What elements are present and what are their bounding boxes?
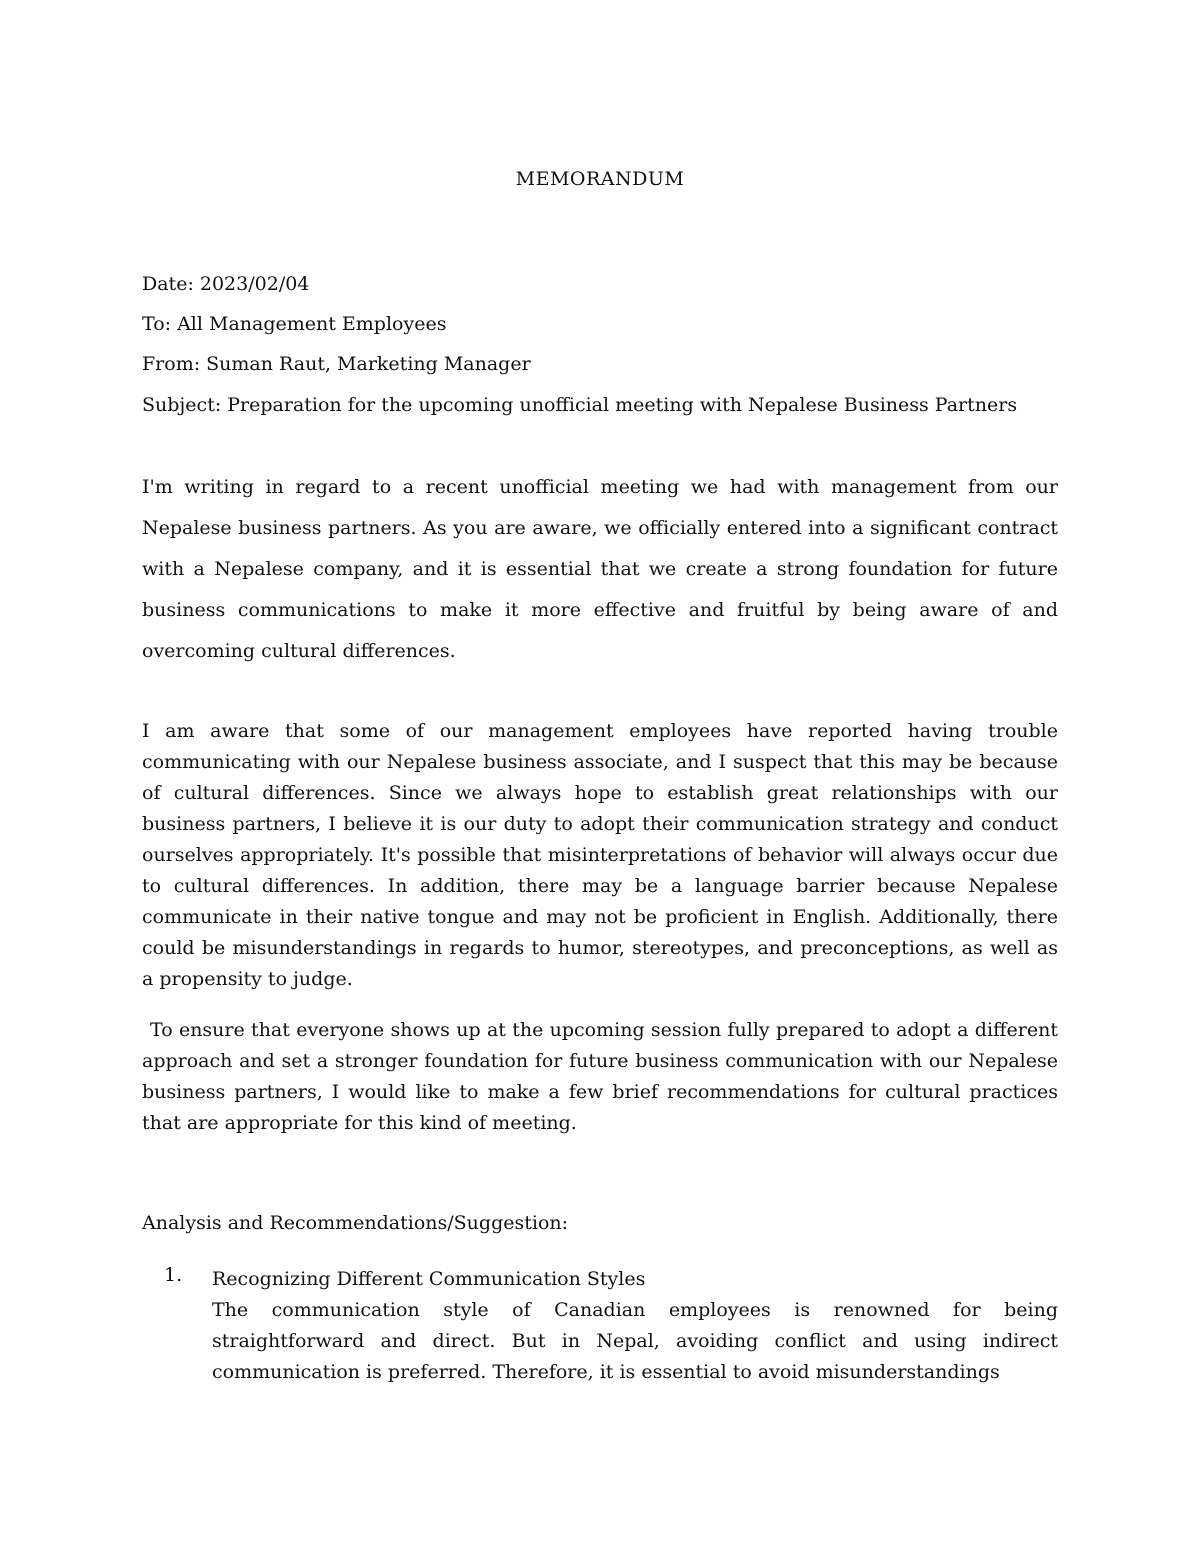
body-paragraph-2: I am aware that some of our management employees have reported having trouble communicating with our Nepalese business associate, and I suspect that this may be because of cultural differences. Since we always hope to establish great relationships with our business partners, I believe it is our duty to adopt their communication strategy and conduct ourselves appropriately. It's possible that misinterpretations of behavior will always occur due to cultural differences. In addition, there may be a language barrier because Nepalese communicate in their native tongue and may not be proficient in English. Additionally, there could be misunderstandings in regards to humor, stereotypes, and preconceptions, as well as a propensity to judge. xyxy=(142,720,1058,990)
memo-subject: Subject: Preparation for the upcoming unofficial meeting with Nepalese Business Partners xyxy=(142,394,1018,416)
list-item-title: Recognizing Different Communication Styles xyxy=(212,1268,646,1290)
memo-title: MEMORANDUM xyxy=(515,168,685,190)
list-item-text: The communication style of Canadian employees is renowned for being straightforward and direct. But in Nepal, avoiding conflict and using indirect communication is preferred. Therefore, it is essential to avoid misunderstandings xyxy=(212,1299,1058,1383)
body-paragraph-1: I'm writing in regard to a recent unofficial meeting we had with management from our Nepalese business partners. As you are aware, we officially entered into a significant contract with a Nepalese company, and it is essential that we create a strong foundation for future business communications to make it more effective and fruitful by being aware of and overcoming cultural differences. xyxy=(142,476,1058,662)
list-item-number: 1. xyxy=(164,1264,183,1286)
list-item xyxy=(142,1264,1058,1388)
body-paragraph-3: To ensure that everyone shows up at the upcoming session fully prepared to adopt a different approach and set a stronger foundation for future business communication with our Nepalese business partners, I would like to make a few brief recommendations for cultural practices that are appropriate for this kind of meeting. xyxy=(142,1019,1058,1134)
analysis-heading: Analysis and Recommendations/Suggestion: xyxy=(142,1212,569,1234)
memo-date: Date: 2023/02/04 xyxy=(142,273,310,295)
memo-from: From: Suman Raut, Marketing Manager xyxy=(142,353,531,375)
list-item-body xyxy=(212,1264,1058,1388)
memo-to: To: All Management Employees xyxy=(142,313,447,335)
